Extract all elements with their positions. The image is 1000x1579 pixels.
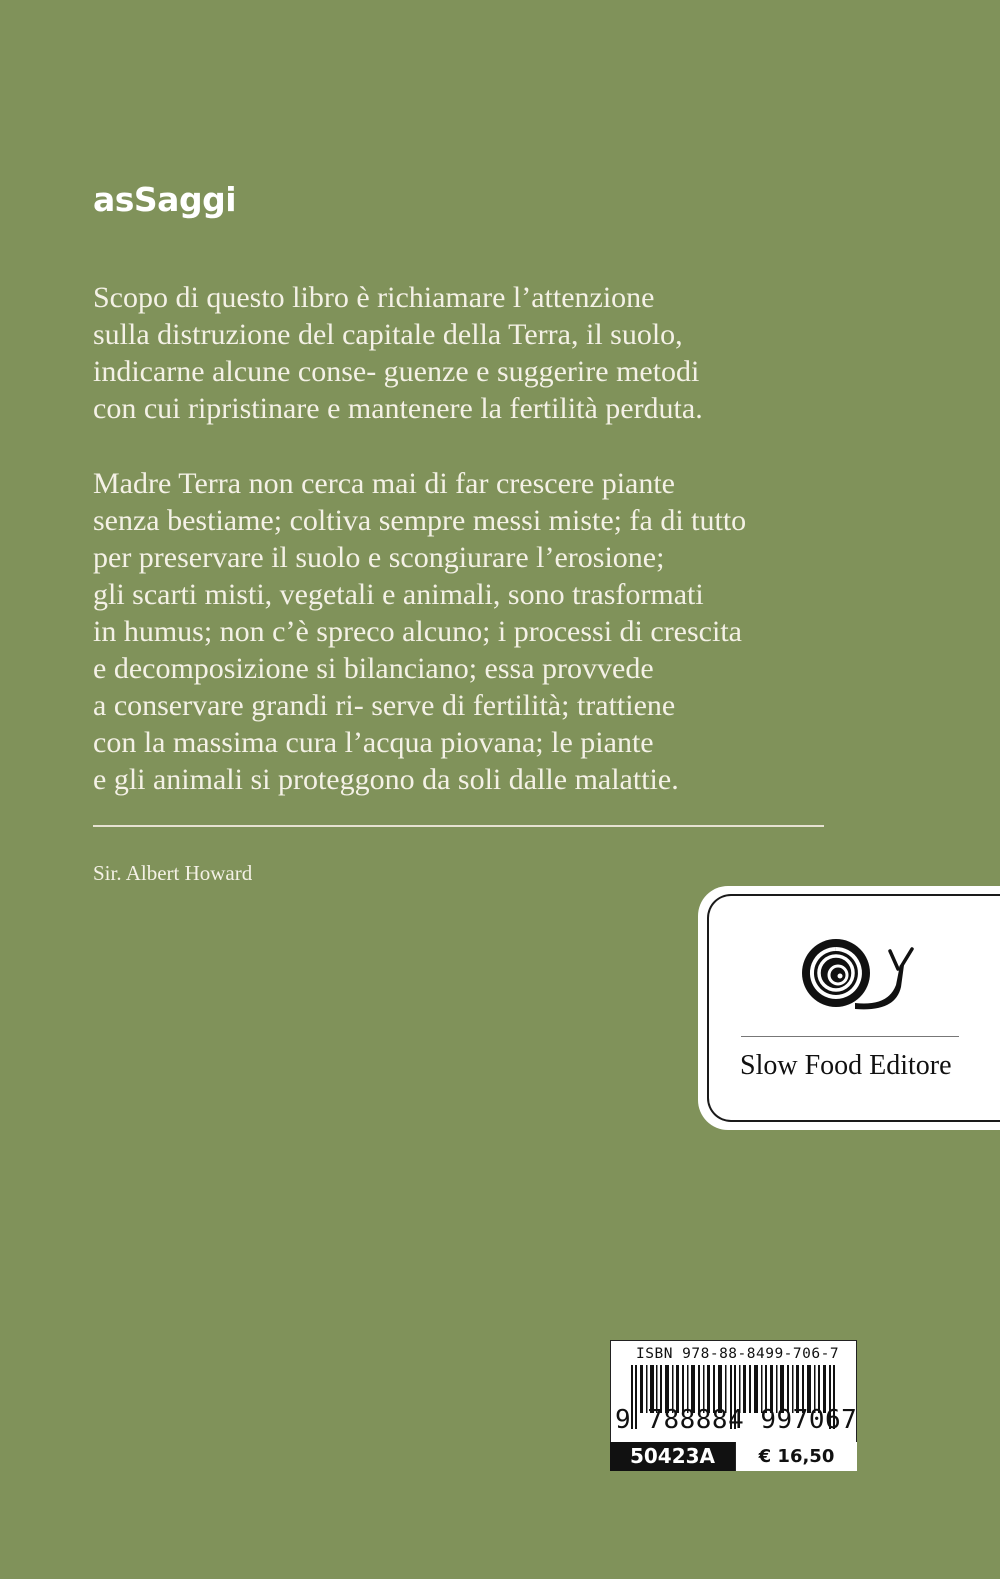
author-credit: Sir. Albert Howard	[93, 861, 253, 885]
barcode-footer	[610, 1442, 857, 1471]
barcode-label	[610, 1340, 857, 1471]
blurb-line: gli scarti misti, vegetali e animali, sono trasformati	[93, 578, 704, 611]
publisher-name: Slow Food Editore	[740, 1050, 952, 1081]
publisher-divider	[741, 1036, 959, 1037]
blurb-line: in humus; non c’è spreco alcuno; i processi di crescita	[93, 615, 742, 648]
blurb-paragraph-2	[93, 465, 863, 798]
snail-icon	[800, 935, 920, 1015]
product-code: 50423A	[610, 1442, 735, 1471]
price: € 16,50	[735, 1442, 857, 1471]
blurb-line: e gli animali si proteggono da soli dalle malattie.	[93, 763, 679, 796]
isbn-text: ISBN 978-88-8499-706-7	[636, 1346, 840, 1362]
barcode-digits: 9 788884 997067	[615, 1405, 858, 1435]
blurb-line: a conservare grandi ri- serve di fertilità; trattiene	[93, 689, 676, 722]
blurb-line: indicarne alcune conse- guenze e suggerire metodi	[93, 355, 700, 388]
blurb-line: per preservare il suolo e scongiurare l’erosione;	[93, 541, 665, 574]
blurb-line: con cui ripristinare e mantenere la fertilità perduta.	[93, 392, 703, 425]
blurb-paragraph-1	[93, 279, 863, 427]
divider	[93, 825, 824, 827]
blurb-line: e decomposizione si bilanciano; essa provvede	[93, 652, 654, 685]
blurb-line: Scopo di questo libro è richiamare l’attenzione	[93, 281, 655, 314]
blurb-line: sulla distruzione del capitale della Terra, il suolo,	[93, 318, 683, 351]
blurb-line: Madre Terra non cerca mai di far crescere piante	[93, 467, 675, 500]
series-title: asSaggi	[93, 180, 237, 219]
blurb-line: con la massima cura l’acqua piovana; le piante	[93, 726, 654, 759]
blurb-line: senza bestiame; coltiva sempre messi miste; fa di tutto	[93, 504, 747, 537]
